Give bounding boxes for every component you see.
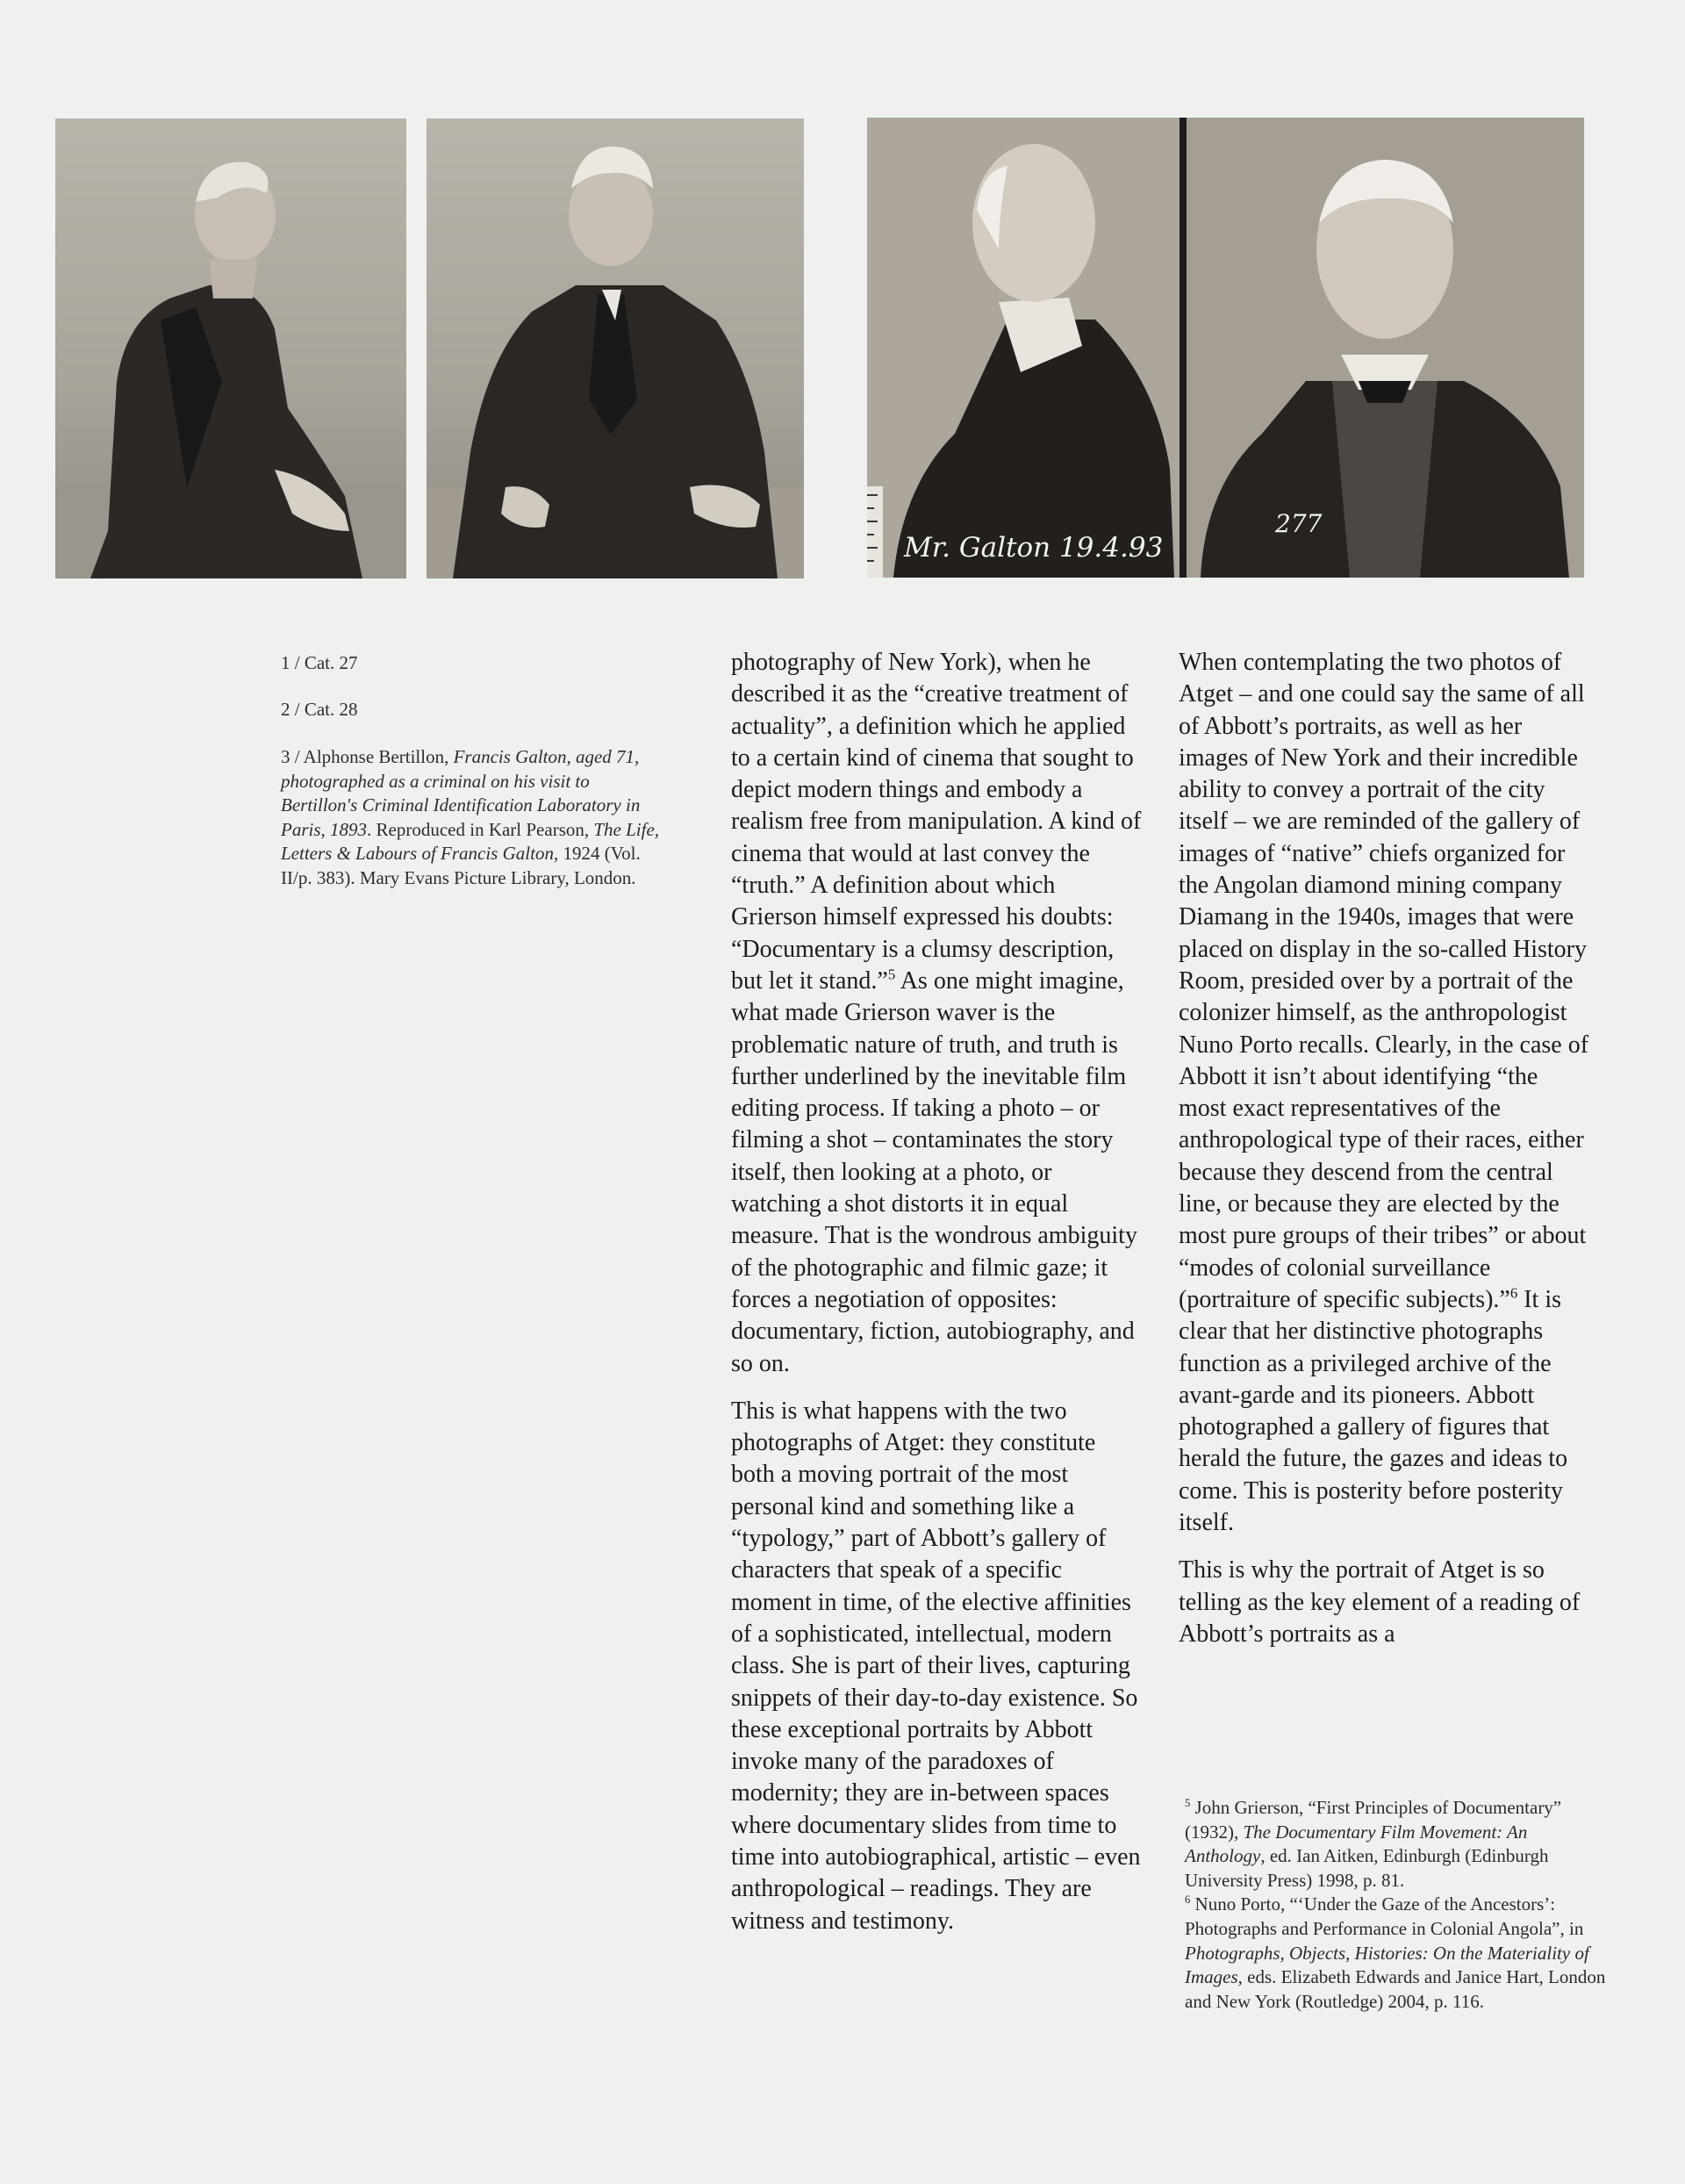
caption-2: 2 / Cat. 28 — [281, 699, 358, 720]
footnote-5: $^5$ John Grierson, “First Principles of Documentary” (1932), The Documentary Film Movement: An Anthology, ed. Ian Aitken, Edinburgh (Edinburgh University Press) 1998, p. 81. — [1185, 1797, 1562, 1891]
seated-man-profile-image — [55, 119, 406, 578]
figure-2-photo — [427, 119, 804, 578]
caption-3: 3 / Alphonse Bertillon, Francis Galton, aged 71, photographed as a criminal on his visit to Bertillon's Criminal Identification Laboratory in Paris, 1893. Reproduced in Karl Pearson, The Life, Letters & Labours of Francis Galton, 1924 (Vol. II/p. 383). Mary Evans Picture Library, London. — [281, 746, 660, 888]
paragraph: This is why the portrait of Atget is so telling as the key element of a reading of Abbott’s portraits as a — [1179, 1556, 1581, 1648]
figure-1-photo — [55, 119, 406, 578]
paragraph: photography of New York), when he described it as the “creative treatment of actuality”, a definition which he applied to a certain kind of cinema that sought to depict modern things and embody a realism free from manipulation. A kind of cinema that would at last convey the “truth.” A definition about which Grierson himself expressed his doubts: “Documentary is a clumsy description, but let it stand.”$^5$ As one might imagine, what made Grierson waver is the problematic nature of truth, and truth is further underlined by the inevitable film editing process. If taking a photo – or filming a shot – contaminates the story itself, then looking at a photo, or watching a shot distorts it in equal measure. That is the wondrous ambiguity of the photographic and filmic gaze; it forces a negotiation of opposites: documentary, fiction, autobiography, and so on. — [731, 649, 1142, 1377]
bertillon-mugshot-image — [867, 118, 1584, 578]
footnotes — [1185, 1796, 1606, 2014]
paragraph: This is what happens with the two photographs of Atget: they constitute both a moving portrait of the most personal kind and something like a “typology,” part of Abbott’s gallery of characters that speak of a specific moment in time, of the elective affinities of a sophisticated, intellectual, modern class. She is part of their lives, capturing snippets of their day-to-day existence. So these exceptional portraits by Abbott invoke many of the paradoxes of modernity; they are in-between spaces where documentary slides from time to time into autobiographical, artistic – even anthropological – readings. They are witness and testimony. — [731, 1397, 1141, 1935]
caption-1: 1 / Cat. 27 — [281, 652, 358, 673]
seated-man-frontal-image — [427, 119, 804, 578]
footnote-6: $^6$ Nuno Porto, “‘Under the Gaze of the Ancestors’: Photographs and Performance in Colonial Angola”, in Photographs, Objects, Histories: On the Materiality of Images, eds. Elizabeth Edwards and Janice Hart, London and New York (Routledge) 2004, p. 116. — [1185, 1893, 1606, 2012]
paragraph: When contemplating the two photos of Atget – and one could say the same of all of Abbott’s portraits, as well as her images of New York and their incredible ability to convey a portrait of the city itself – we are reminded of the gallery of images of “native” chiefs organized for the Angolan diamond mining company Diamang in the 1940s, images that were placed on display in the so-called History Room, presided over by a portrait of the colonizer himself, as the anthropologist Nuno Porto recalls. Clearly, in the case of Abbott it isn’t about identifying “the most exact representatives of the anthropological type of their races, either because they descend from the central line, or because they are elected by the most pure groups of their tribes” or about “modes of colonial surveillance (portraiture of specific subjects).”$^6$ It is clear that her distinctive photographs function as a privileged archive of the avant-garde and its pioneers. Abbott photographed a gallery of figures that herald the future, the gazes and ideas to come. This is posterity before posterity itself. — [1179, 649, 1589, 1537]
figure-3-photo — [867, 118, 1584, 578]
body-column-1 — [731, 647, 1144, 1953]
body-column-2 — [1179, 647, 1591, 1666]
footnote-ref-5: 5 — [887, 966, 896, 983]
photo-signature-inscription: Mr. Galton 19.4.93 — [904, 532, 1164, 564]
photo-number-inscription: 277 — [1275, 509, 1323, 538]
footnote-ref-6: 6 — [1509, 1284, 1518, 1302]
